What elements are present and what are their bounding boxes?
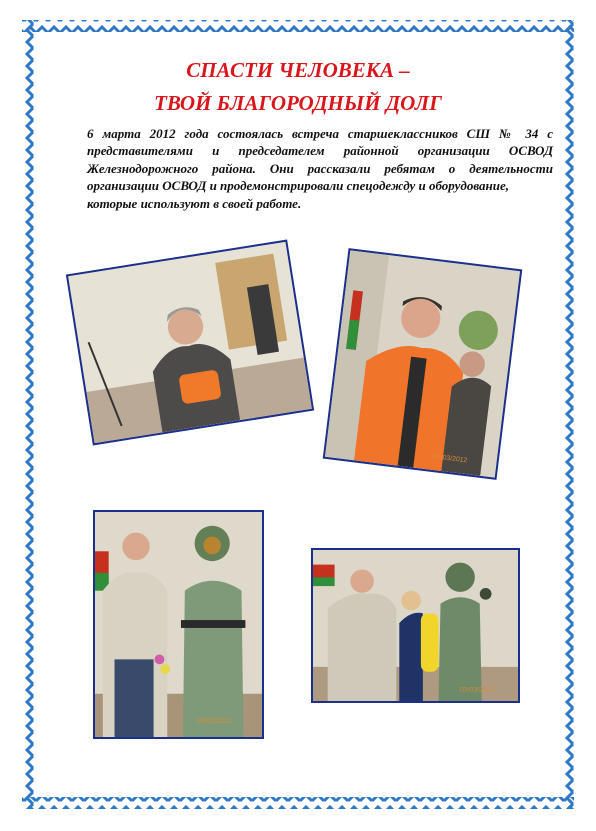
article-paragraph-main: 6 марта 2012 года состоялась встреча старшеклассников СШ № 34 с представителями и председателем районной организации ОСВОД Железнодорожного района. Они рассказали ребятам о деятельности организации ОСВОД и продемонстрировали спецодежду и оборудование, bbox=[87, 126, 553, 194]
photo-4-date-stamp: 03/03/2012 bbox=[460, 686, 495, 694]
photo-4-illustration bbox=[313, 550, 518, 701]
photo-student-in-life-vest bbox=[323, 248, 523, 480]
photo-group-with-diving-suit bbox=[311, 548, 520, 703]
page-title-line-1: СПАСТИ ЧЕЛОВЕКА – bbox=[186, 58, 410, 82]
article-paragraph bbox=[87, 125, 553, 212]
article-paragraph-last: которые используют в своей работе. bbox=[87, 195, 302, 211]
photo-man-beside-protective-suit bbox=[93, 510, 264, 739]
photo-3-date-stamp: 03/03/2012 bbox=[197, 718, 232, 726]
photo-1-illustration bbox=[68, 242, 312, 443]
photo-2-date-stamp: 06/03/2012 bbox=[432, 453, 468, 465]
photo-2-illustration bbox=[325, 250, 520, 477]
photo-3-illustration bbox=[95, 512, 262, 737]
page-title-line-2: ТВОЙ БЛАГОРОДНЫЙ ДОЛГ bbox=[154, 91, 442, 115]
photo-man-with-life-vest bbox=[66, 240, 314, 446]
